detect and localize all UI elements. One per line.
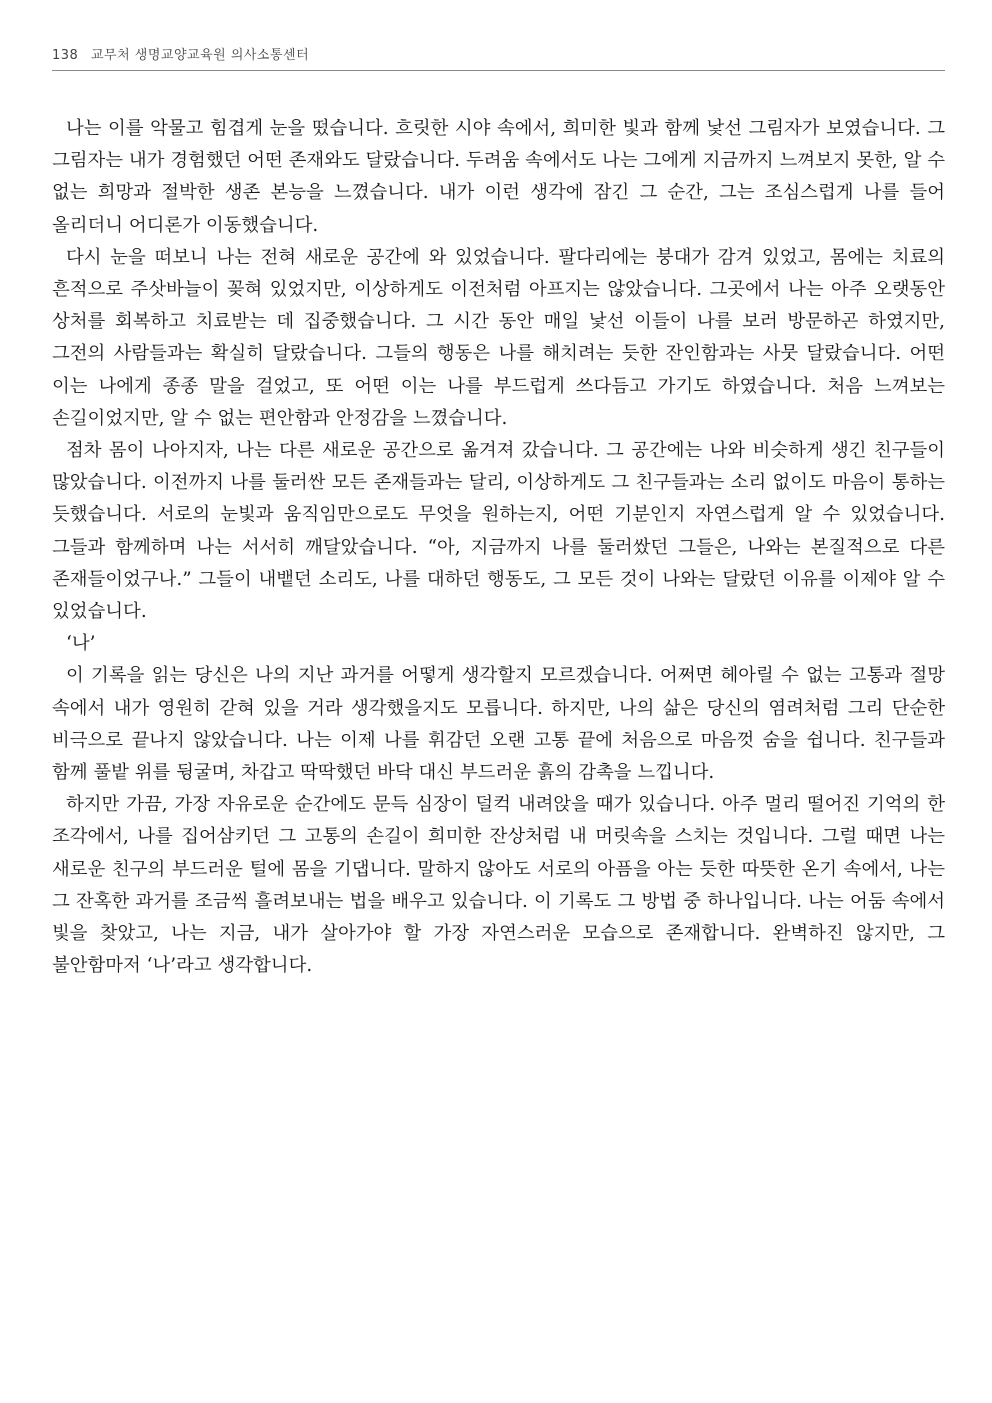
body-text — [52, 113, 945, 982]
page-number: 138 — [52, 48, 79, 63]
paragraph: 하지만 가끔, 가장 자유로운 순간에도 문득 심장이 덜컥 내려앉을 때가 있습니다. 아주 멀리 떨어진 기억의 한 조각에서, 나를 집어삼키던 그 고통의 손길이 희미한 잔상처럼 내 머릿속을 스치는 것입니다. 그럴 때면 나는 새로운 친구의 부드러운 털에 몸을 기댑니다. 말하지 않아도 서로의 아픔을 아는 듯한 따뜻한 온기 속에서, 나는 그 잔혹한 과거를 조금씩 흘려보내는 법을 배우고 있습니다. 이 기록도 그 방법 중 하나입니다. 나는 어둠 속에서 빛을 찾았고, 나는 지금, 내가 살아가야 할 가장 자연스러운 모습으로 존재합니다. 완벽하진 않지만, 그 불안함마저 ‘나’라고 생각합니다. — [52, 794, 945, 977]
paragraph: 나는 이를 악물고 힘겹게 눈을 떴습니다. 흐릿한 시야 속에서, 희미한 빛과 함께 낯선 그림자가 보였습니다. 그 그림자는 내가 경험했던 어떤 존재와도 달랐습니다. 두려움 속에서도 나는 그에게 지금까지 느껴보지 못한, 알 수 없는 희망과 절박한 생존 본능을 느꼈습니다. 내가 이런 생각에 잠긴 그 순간, 그는 조심스럽게 나를 들어 올리더니 어디론가 이동했습니다. — [52, 118, 945, 236]
paragraph: 이 기록을 읽는 당신은 나의 지난 과거를 어떻게 생각할지 모르겠습니다. 어쩌면 헤아릴 수 없는 고통과 절망 속에서 내가 영원히 갇혀 있을 거라 생각했을지도 모릅니다. 하지만, 나의 삶은 당신의 염려처럼 그리 단순한 비극으로 끝나지 않았습니다. 나는 이제 나를 휘감던 오랜 고통 끝에 처음으로 마음껏 숨을 쉽니다. 친구들과 함께 풀밭 위를 뒹굴며, 차갑고 딱딱했던 바닥 대신 부드러운 흙의 감촉을 느낍니다. — [52, 665, 945, 784]
header-divider — [52, 70, 945, 71]
running-title: 교무처 생명교양교육원 의사소통센터 — [90, 48, 310, 63]
paragraph: 다시 눈을 떠보니 나는 전혀 새로운 공간에 와 있었습니다. 팔다리에는 붕대가 감겨 있었고, 몸에는 치료의 흔적으로 주삿바늘이 꽂혀 있었지만, 이상하게도 이전처럼 아프지는 않았습니다. 그곳에서 나는 아주 오랫동안 상처를 회복하고 치료받는 데 집중했습니다. 그 시간 동안 매일 낯선 이들이 나를 보러 방문하곤 하였지만, 그전의 사람들과는 확실히 달랐습니다. 그들의 행동은 나를 해치려는 듯한 잔인함과는 사뭇 달랐습니다. 어떤 이는 나에게 종종 말을 걸었고, 또 어떤 이는 나를 부드럽게 쓰다듬고 가기도 하였습니다. 처음 느껴보는 손길이었지만, 알 수 없는 편안함과 안정감을 느꼈습니다. — [52, 246, 945, 429]
paragraph: 점차 몸이 나아지자, 나는 다른 새로운 공간으로 옮겨져 갔습니다. 그 공간에는 나와 비슷하게 생긴 친구들이 많았습니다. 이전까지 나를 둘러싼 모든 존재들과는 달리, 이상하게도 그 친구들과는 소리 없이도 마음이 통하는 듯했습니다. 서로의 눈빛과 움직임만으로도 무엇을 원하는지, 어떤 기분인지 자연스럽게 알 수 있었습니다. 그들과 함께하며 나는 서서히 깨달았습니다. “아, 지금까지 나를 둘러쌌던 그들은, 나와는 본질적으로 다른 존재들이었구나.” 그들이 내뱉던 소리도, 나를 대하던 행동도, 그 모든 것이 나와는 달랐던 이유를 이제야 알 수 있었습니다. — [52, 440, 945, 623]
paragraph-heading: ‘나’ — [66, 633, 96, 655]
running-header — [52, 44, 945, 68]
